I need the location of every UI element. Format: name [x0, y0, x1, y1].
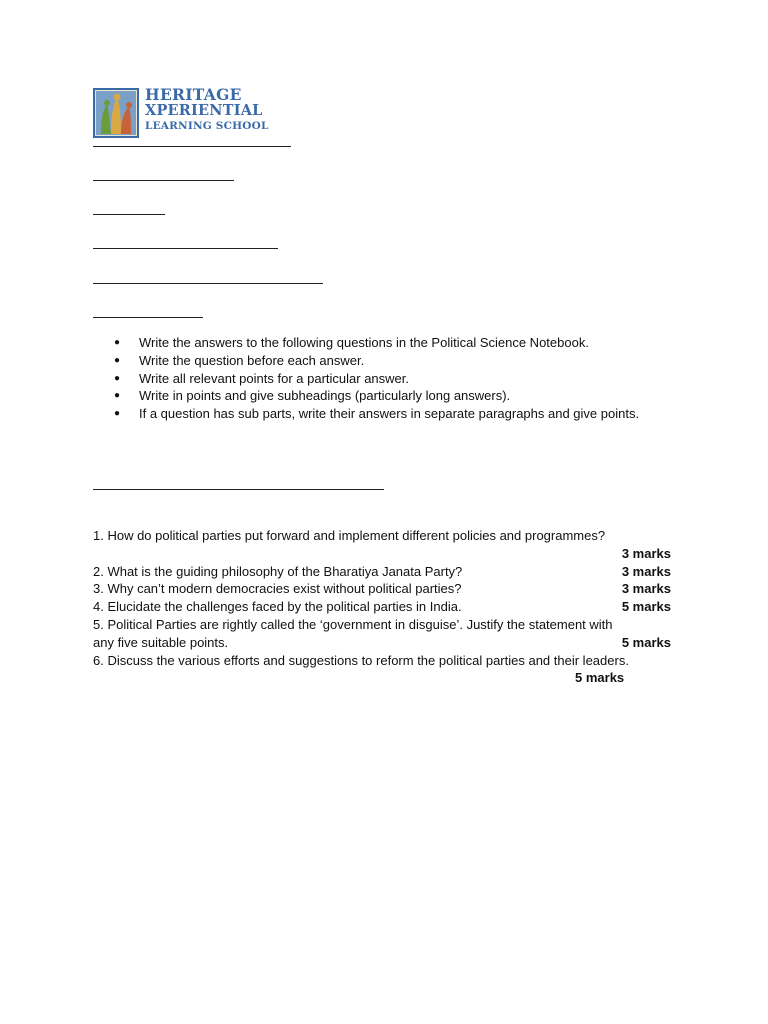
- instructions-list: [114, 334, 639, 423]
- question-marks-row: [93, 545, 675, 563]
- question-item: [93, 580, 675, 598]
- question-marks: 5 marks: [575, 670, 625, 686]
- question-text: 1. How do political parties put forward and implement different policies and programmes?: [93, 528, 606, 543]
- logo-emblem-icon: [93, 88, 139, 138]
- question-item: [93, 616, 675, 634]
- question-text-continued: any five suitable points.: [93, 634, 229, 650]
- logo-underline: [93, 146, 291, 147]
- instruction-item: ● If a question has sub parts, write their answers in separate paragraphs and give points.: [114, 405, 639, 423]
- header-field-line-5: [93, 317, 203, 318]
- question-item: [93, 652, 675, 670]
- question-text: 2. What is the guiding philosophy of the Bharatiya Janata Party?: [93, 563, 463, 579]
- question-item-continuation: [93, 634, 675, 652]
- question-text: 3. Why can’t modern democracies exist without political parties?: [93, 581, 462, 597]
- instruction-item: ● Write all relevant points for a particular answer.: [114, 370, 639, 388]
- header-field-line-4: [93, 283, 323, 284]
- question-marks: 3 marks: [621, 581, 671, 597]
- logo-text-line3: LEARNING SCHOOL: [145, 120, 269, 132]
- questions-list: [93, 527, 675, 687]
- question-marks-row: [93, 669, 675, 687]
- question-text: 4. Elucidate the challenges faced by the political parties in India.: [93, 599, 462, 615]
- question-item: [93, 563, 675, 581]
- header-field-line-3: [93, 248, 278, 249]
- logo-text-line1: HERITAGE: [145, 85, 242, 104]
- question-item: [93, 598, 675, 616]
- question-marks: 3 marks: [621, 545, 671, 561]
- question-text: 5. Political Parties are rightly called the ‘government in disguise’. Justify the statement with: [93, 616, 613, 632]
- question-item: [93, 527, 675, 545]
- header-field-line-2: [93, 214, 165, 215]
- instruction-item: ● Write the answers to the following questions in the Political Science Notebook.: [114, 334, 639, 352]
- question-text: 6. Discuss the various efforts and suggestions to reform the political parties and their leaders.: [93, 652, 629, 668]
- instruction-item: ● Write in points and give subheadings (particularly long answers).: [114, 387, 639, 405]
- school-logo: [93, 86, 293, 140]
- question-marks: 5 marks: [621, 634, 671, 650]
- question-marks: 3 marks: [621, 563, 671, 579]
- logo-text-line2: XPERIENTIAL: [145, 102, 263, 119]
- header-field-line-1: [93, 180, 234, 181]
- instruction-item: ● Write the question before each answer.: [114, 352, 639, 370]
- section-heading-line: [93, 489, 384, 490]
- question-marks: 5 marks: [621, 599, 671, 615]
- logo-wordmark: [145, 86, 269, 133]
